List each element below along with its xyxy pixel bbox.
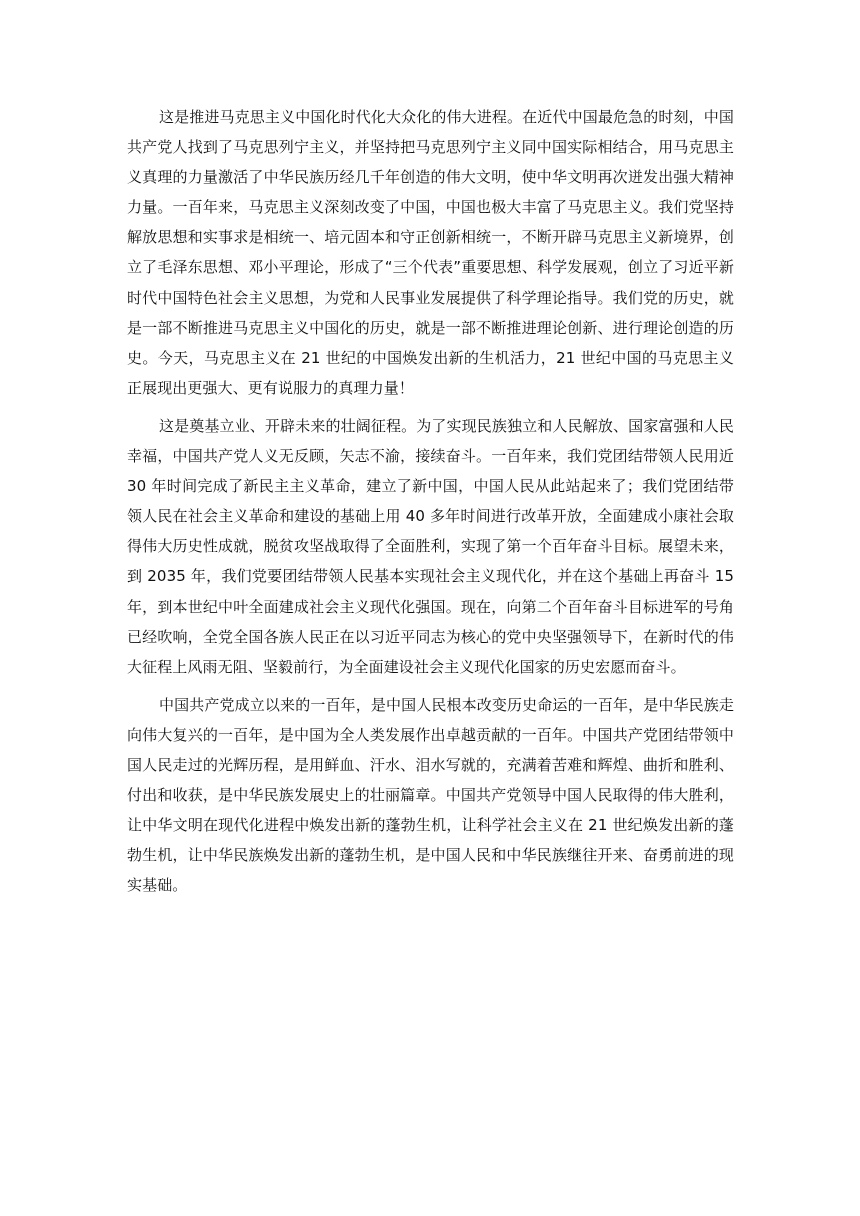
paragraph-marxism-sinicization: 这是推进马克思主义中国化时代化大众化的伟大进程。在近代中国最危急的时刻，中国共产党人找到了马克思列宁主义，并坚持把马克思列宁主义同中国实际相结合，用马克思主义真理的力量激活了中华民族历经几千年创造的伟大文明，使中华文明再次迸发出强大精神力量。一百年来，马克思主义深刻改变了中国，中国也极大丰富了马克思主义。我们党坚持解放思想和实事求是相统一、培元固本和守正创新相统一，不断开辟马克思主义新境界，创立了毛泽东思想、邓小平理论，形成了“三个代表”重要思想、科学发展观，创立了习近平新时代中国特色社会主义思想，为党和人民事业发展提供了科学理论指导。我们党的历史，就是一部不断推进马克思主义中国化的历史，就是一部不断推进理论创新、进行理论创造的历史。今天，马克思主义在 21 世纪的中国焕发出新的生机活力，21 世纪中国的马克思主义正展现出更强大、更有说服力的真理力量！ xyxy=(127,108,734,397)
document-page xyxy=(127,102,734,908)
paragraph-century-summary: 中国共产党成立以来的一百年，是中国人民根本改变历史命运的一百年，是中华民族走向伟大复兴的一百年，是中国为全人类发展作出卓越贡献的一百年。中国共产党团结带领中国人民走过的光辉历程，是用鲜血、汗水、泪水写就的，充满着苦难和辉煌、曲折和胜利、付出和收获，是中华民族发展史上的壮丽篇章。中国共产党领导中国人民取得的伟大胜利，让中华文明在现代化进程中焕发出新的蓬勃生机，让科学社会主义在 21 世纪焕发出新的蓬勃生机，让中华民族焕发出新的蓬勃生机，是中国人民和中华民族继往开来、奋勇前进的现实基础。 xyxy=(127,695,734,895)
paragraph-founding-future: 这是奠基立业、开辟未来的壮阔征程。为了实现民族独立和人民解放、国家富强和人民幸福，中国共产党人义无反顾，矢志不渝，接续奋斗。一百年来，我们党团结带领人民用近 30 年时间完成了新民主主义革命，建立了新中国，中国人民从此站起来了；我们党团结带领人民在社会主义革命和建设的基础上用 40 多年时间进行改革开放，全面建成小康社会取得伟大历史性成就，脱贫攻坚战取得了全面胜利，实现了第一个百年奋斗目标。展望未来，到 2035 年，我们党要团结带领人民基本实现社会主义现代化，并在这个基础上再奋斗 15 年，到本世纪中叶全面建成社会主义现代化强国。现在，向第二个百年奋斗目标进军的号角已经吹响，全党全国各族人民正在以习近平同志为核心的党中央坚强领导下，在新时代的伟大征程上风雨无阻、坚毅前行，为全面建设社会主义现代化国家的历史宏愿而奋斗。 xyxy=(127,416,734,676)
